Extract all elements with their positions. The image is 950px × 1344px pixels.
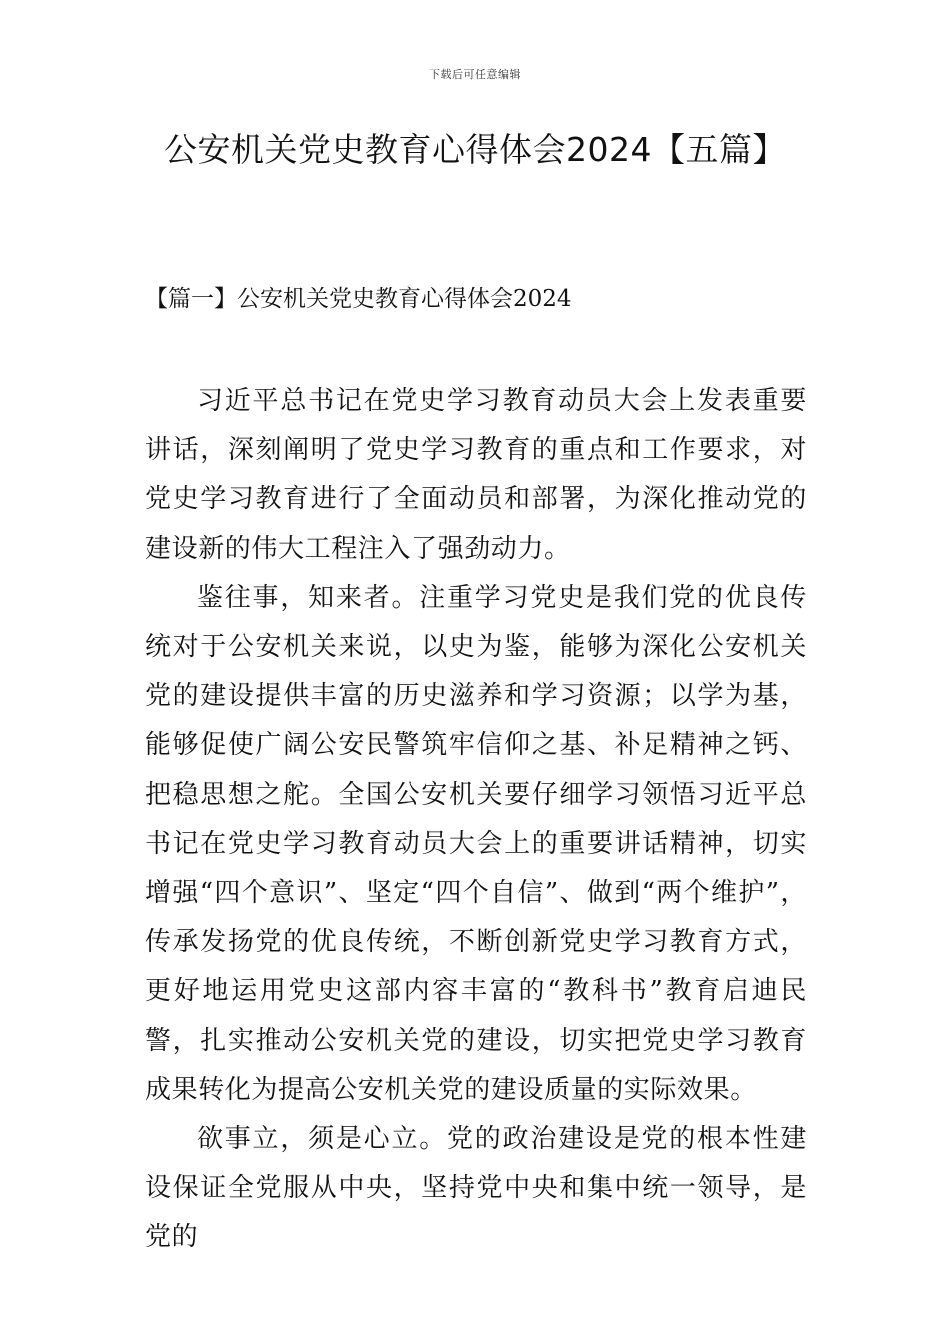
paragraph: 鉴往事，知来者。注重学习党史是我们党的优良传统对于公安机关来说，以史为鉴，能够为深化公安机关党的建设提供丰富的历史滋养和学习资源；以学为基，能够促使广阔公安民警筑牢信仰之基、补足精神之钙、把稳思想之舵。全国公安机关要仔细学习领悟习近平总书记在党史学习教育动员大会上的重要讲话精神，切实增强“四个意识”、坚定“四个自信”、做到“两个维护”，传承发扬党的优良传统，不断创新党史学习教育方式，更好地运用党史这部内容丰富的“教科书”教育启迪民警，扎实推动公安机关党的建设，切实把党史学习教育成果转化为提高公安机关党的建设质量的实际效果。 [145,582,807,1105]
document-body [145,377,807,1263]
header-note: 下载后可任意编辑 [429,68,521,81]
section-heading: 【篇一】公安机关党史教育心得体会2024 [145,286,572,312]
paragraph: 习近平总书记在党史学习教育动员大会上发表重要讲话，深刻阐明了党史学习教育的重点和工作要求，对党史学习教育进行了全面动员和部署，为深化推动党的建设新的伟大工程注入了强劲动力。 [145,386,807,564]
document-title: 公安机关党史教育心得体会2024【五篇】 [164,130,786,169]
paragraph: 欲事立，须是心立。党的政治建设是党的根本性建设保证全党服从中央，坚持党中央和集中统一领导，是党的 [145,1124,807,1253]
